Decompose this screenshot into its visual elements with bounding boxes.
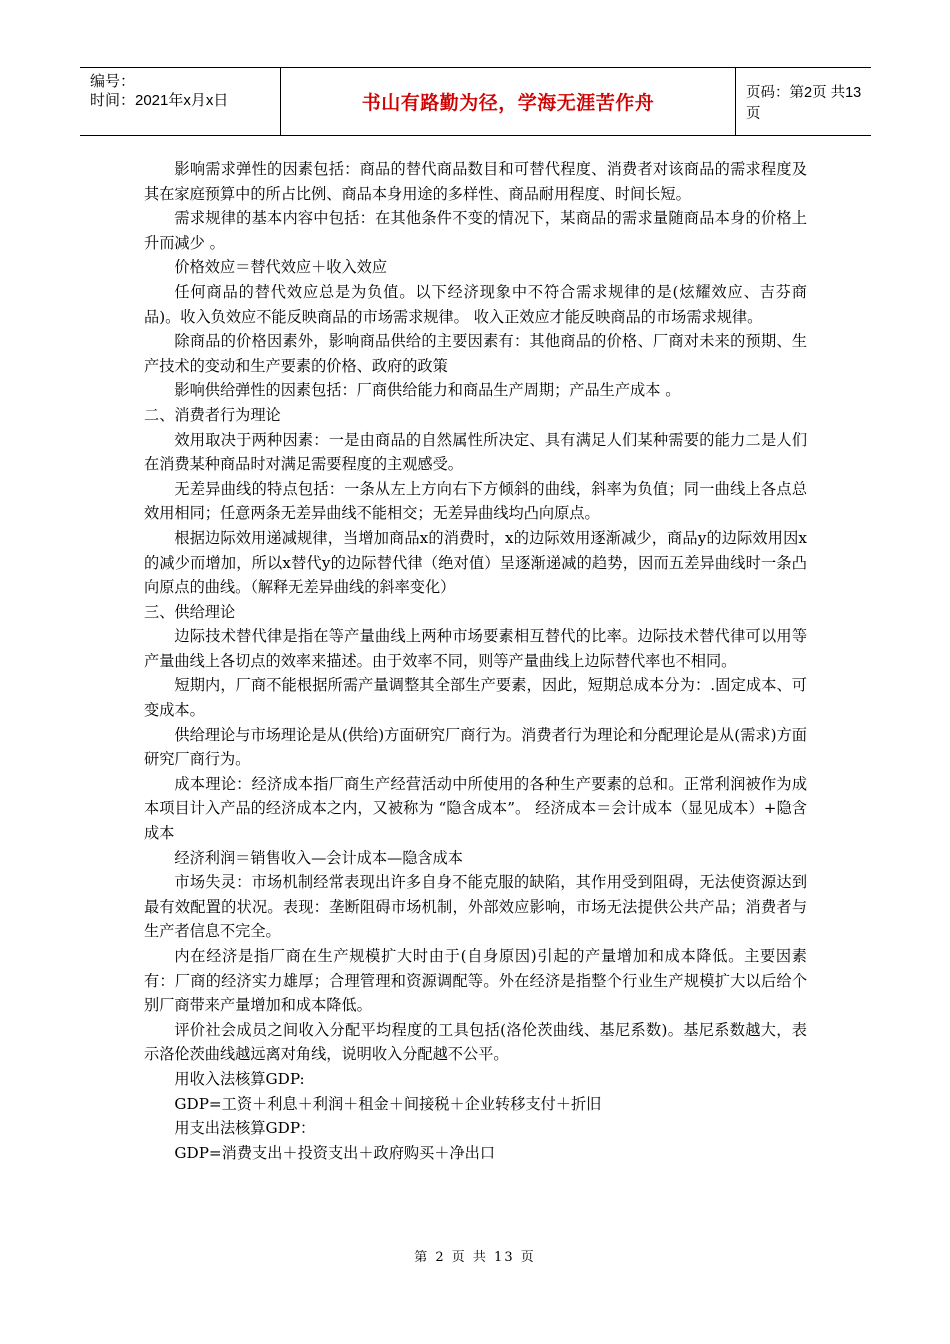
paragraph: 经济利润＝销售收入—会计成本—隐含成本 bbox=[174, 848, 463, 867]
paragraph: 用支出法核算GDP： bbox=[174, 1119, 316, 1138]
paragraph: 根据边际效用递减规律，当增加商品x的消费时，x的边际效用逐渐减少，商品y的边际效用因x的减少而增加，所以x替代y的边际替代律（绝对值）呈逐渐递减的趋势，因而五差异曲线时一条凸向原点的曲线。（解释无差异曲线的斜率变化） bbox=[144, 528, 807, 597]
document-date: 时间：2021年x月x日 bbox=[90, 92, 229, 109]
paragraph: 效用取决于两种因素：一是由商品的自然属性所决定、具有满足人们某种需要的能力二是人们在消费某种商品时对满足需要程度的主观感受。 bbox=[144, 430, 807, 474]
page-header bbox=[80, 67, 871, 136]
paragraph: 成本理论：经济成本指厂商生产经营活动中所使用的各种生产要素的总和。正常利润被作为成本项目计入产品的经济成本之内，又被称为 “隐含成本”。 经济成本＝会计成本（显见成本）+隐含成本 bbox=[144, 774, 807, 843]
paragraph: 除商品的价格因素外，影响商品供给的主要因素有：其他商品的价格、厂商对未来的预期、生产技术的变动和生产要素的价格、政府的政策 bbox=[144, 332, 807, 375]
section-heading: 二、消费者行为理论 bbox=[144, 405, 281, 424]
paragraph: 影响需求弹性的因素包括：商品的替代商品数目和可替代程度、消费者对该商品的需求程度及其在家庭预算中的所占比例、商品本身用途的多样性、商品耐用程度、时间长短。 bbox=[144, 160, 807, 203]
paragraph: GDP=消费支出＋投资支出＋政府购买＋净出口 bbox=[174, 1143, 496, 1162]
paragraph: 无差异曲线的特点包括：一条从左上方向右下方倾斜的曲线，斜率为负值；同一曲线上各点总效用相同；任意两条无差异曲线不能相交；无差异曲线均凸向原点。 bbox=[144, 479, 807, 523]
paragraph: 用收入法核算GDP: bbox=[174, 1069, 305, 1088]
paragraph: 内在经济是指厂商在生产规模扩大时由于(自身原因)引起的产量增加和成本降低。主要因素有：厂商的经济实力雄厚；合理管理和资源调配等。外在经济是指整个行业生产规模扩大以后给个别厂商带来产量增加和成本降低。 bbox=[144, 947, 807, 1015]
paragraph: 市场失灵：市场机制经常表现出许多自身不能克服的缺陷，其作用受到阻碍，无法使资源达到最有效配置的状况。表现：垄断阻碍市场机制，外部效应影响，市场无法提供公共产品；消费者与生产者信息不完全。 bbox=[144, 873, 807, 941]
paragraph: 价格效应＝替代效应＋收入效应 bbox=[174, 258, 388, 277]
paragraph: 需求规律的基本内容中包括：在其他条件不变的情况下，某商品的需求量随商品本身的价格上升而减少 。 bbox=[144, 209, 807, 252]
page-footer: 第 2 页 共 13 页 bbox=[414, 1250, 536, 1265]
paragraph: GDP=工资＋利息＋利润＋租金＋间接税＋企业转移支付＋折旧 bbox=[174, 1094, 602, 1113]
section-heading: 三、供给理论 bbox=[144, 602, 236, 621]
header-motto: 书山有路勤为径，学海无涯苦作舟 bbox=[280, 68, 736, 135]
paragraph: 评价社会成员之间收入分配平均程度的工具包括(洛伦茨曲线、基尼系数)。基尼系数越大，表示洛伦茨曲线越远离对角线，说明收入分配越不公平。 bbox=[144, 1020, 807, 1064]
document-body bbox=[144, 157, 807, 1165]
paragraph: 边际技术替代律是指在等产量曲线上两种市场要素相互替代的比率。边际技术替代律可以用等产量曲线上各切点的效率来描述。由于效率不同，则等产量曲线上边际替代率也不相同。 bbox=[144, 627, 807, 670]
paragraph: 短期内，厂商不能根据所需产量调整其全部生产要素，因此，短期总成本分为：.固定成本、可变成本。 bbox=[144, 676, 807, 720]
paragraph: 供给理论与市场理论是从(供给)方面研究厂商行为。消费者行为理论和分配理论是从(需求)方面研究厂商行为。 bbox=[144, 725, 807, 769]
paragraph: 任何商品的替代效应总是为负值。以下经济现象中不符合需求规律的是(炫耀效应、吉芬商品)。收入负效应不能反映商品的市场需求规律。 收入正效应才能反映商品的市场需求规律。 bbox=[144, 282, 807, 326]
header-page-info: 页码：第2页 共13页 bbox=[746, 84, 862, 122]
header-meta bbox=[80, 68, 280, 135]
document-number: 编号： bbox=[90, 73, 136, 90]
paragraph: 影响供给弹性的因素包括：厂商供给能力和商品生产周期；产品生产成本 。 bbox=[174, 381, 681, 400]
